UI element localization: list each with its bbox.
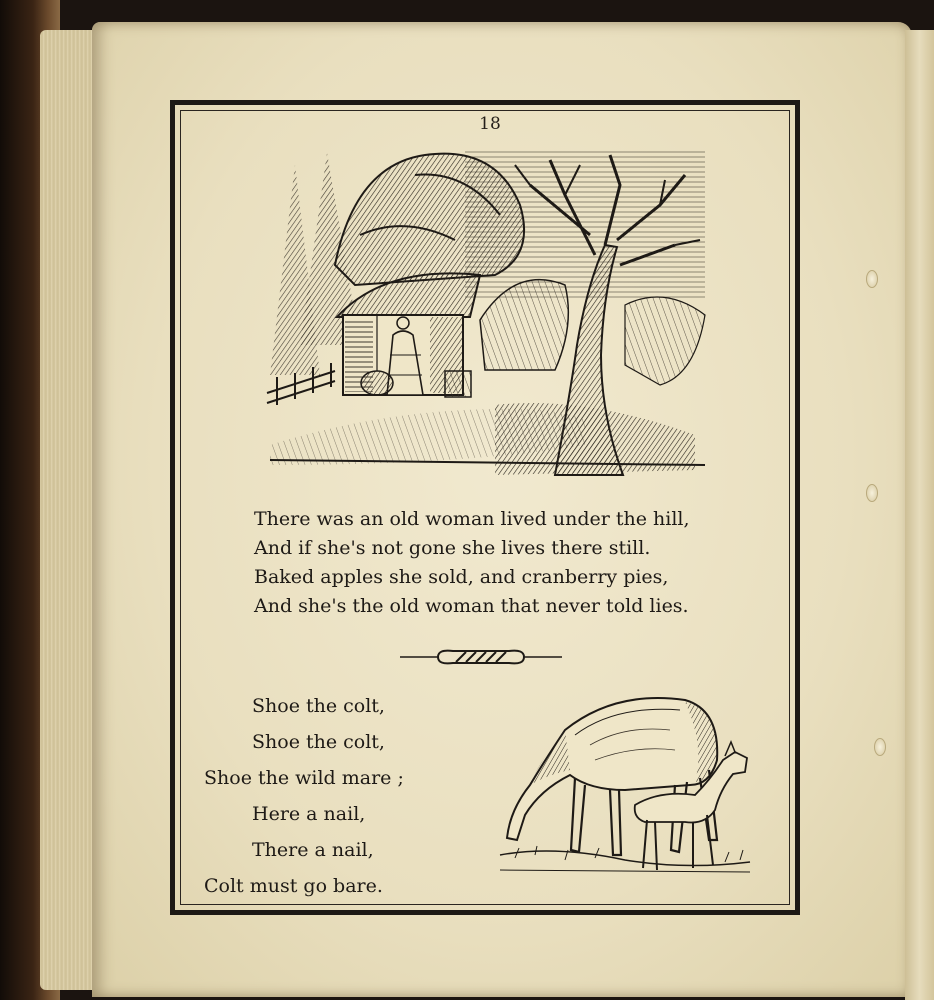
verse-line: And she's the old woman that never told lies. xyxy=(254,595,689,617)
rhyme-shoe-the-colt xyxy=(204,688,504,904)
verse-line: Shoe the wild mare ; xyxy=(204,767,404,789)
verse-line: Shoe the colt, xyxy=(252,695,385,717)
verse-line: Shoe the colt, xyxy=(252,731,385,753)
verse-line: There a nail, xyxy=(252,839,374,861)
page-number: 18 xyxy=(479,114,501,134)
binding-hole xyxy=(866,270,878,288)
page-edges-right xyxy=(905,30,934,1000)
verse-line: Here a nail, xyxy=(252,803,366,825)
verse-line: And if she's not gone she lives there still. xyxy=(254,537,651,559)
binding-hole xyxy=(866,484,878,502)
verse-line: Colt must go bare. xyxy=(204,875,383,897)
verse-line: Baked apples she sold, and cranberry pies, xyxy=(254,566,669,588)
scroll-ornament-icon xyxy=(398,646,564,668)
engraving-mare-and-colt-icon xyxy=(495,690,760,885)
binding-hole xyxy=(874,738,886,756)
rhyme-old-woman xyxy=(254,505,734,621)
engraving-cottage-woman-tree-icon xyxy=(265,145,710,480)
verse-line: There was an old woman lived under the hill, xyxy=(254,508,690,530)
